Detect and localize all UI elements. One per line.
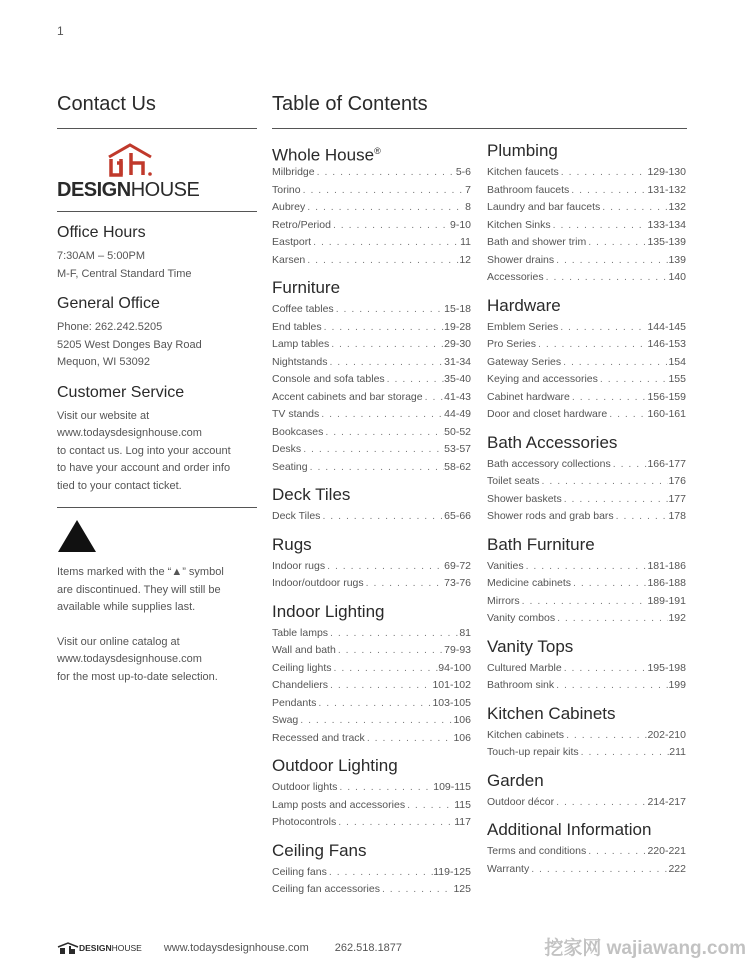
toc-entry-pages: 146-153 <box>647 338 686 350</box>
toc-entry-pages: 101-102 <box>432 679 471 691</box>
dot-leader <box>329 336 444 354</box>
toc-entry-title: Mirrors <box>487 594 520 607</box>
toc-entry-title: Warranty <box>487 862 530 875</box>
dot-leader <box>611 456 648 474</box>
toc-entry-pages: 8 <box>465 201 471 213</box>
toc-entry-title: Aubrey <box>272 201 306 213</box>
toc-entry-title: Eastport <box>272 236 312 248</box>
toc-section-heading: Ceiling Fans <box>272 840 367 860</box>
toc-entry-title: Accent cabinets and bar storage <box>272 390 423 403</box>
discontinued-note: Items marked with the “▲” symbol are discontinued. They will still be available while supplies last. <box>57 566 224 613</box>
toc-entry-pages: 106 <box>453 731 471 744</box>
toc-entry[interactable] <box>272 354 471 372</box>
dot-leader <box>554 252 668 270</box>
toc-entry[interactable] <box>487 491 686 509</box>
catalog-note: Visit our online catalog at www.todaysdesignhouse.com for the most up-to-date selection. <box>57 635 218 683</box>
dot-leader <box>325 558 444 576</box>
toc-entry[interactable] <box>487 354 686 372</box>
dot-leader <box>554 677 668 695</box>
toc-entry[interactable] <box>272 642 471 660</box>
toc-section-heading: Vanity Tops <box>487 636 574 656</box>
toc-entry[interactable] <box>487 336 686 354</box>
toc-entry-title: Ceiling fan accessories <box>272 883 380 895</box>
contact-column <box>57 90 257 686</box>
dot-leader <box>327 354 444 372</box>
toc-entry-pages: 15-18 <box>444 303 471 315</box>
dot-leader <box>562 491 669 509</box>
toc-entry-pages: 177 <box>668 492 686 505</box>
toc-entry[interactable] <box>272 864 471 882</box>
dot-leader <box>570 389 648 407</box>
general-office-heading: General Office <box>57 295 160 312</box>
designhouse-logo <box>57 143 257 199</box>
general-office-text: Phone: 262.242.5205 5205 West Donges Bay Road Mequon, WI 53092 <box>57 321 202 368</box>
dot-leader <box>564 727 647 745</box>
toc-entry-pages: 50-52 <box>444 425 471 438</box>
dot-leader <box>334 301 444 319</box>
toc-entry[interactable] <box>487 558 686 576</box>
dot-leader <box>405 797 454 815</box>
toc-entry-pages: 160-161 <box>647 408 686 420</box>
dot-leader <box>301 182 466 200</box>
toc-entry-pages: 155 <box>668 373 686 385</box>
toc-entry[interactable] <box>487 269 686 287</box>
dot-leader <box>554 794 647 812</box>
divider <box>57 128 257 129</box>
dot-leader <box>328 625 459 643</box>
dot-leader <box>301 441 444 459</box>
toc-entry-title: Ceiling lights <box>272 661 332 674</box>
toc-section-heading: Plumbing <box>487 141 558 160</box>
toc-entry-title: Kitchen faucets <box>487 166 559 178</box>
toc-entry-pages: 186-188 <box>647 577 686 589</box>
watermark: 挖家网 wajiawang.com <box>544 938 746 959</box>
toc-entry-title: Kitchen cabinets <box>487 728 565 741</box>
dot-leader <box>544 269 669 287</box>
toc-entry-pages: 154 <box>668 355 686 368</box>
toc-entry-pages: 81 <box>459 626 471 639</box>
toc-entry[interactable] <box>487 593 686 611</box>
toc-entry-title: Indoor rugs <box>272 559 326 572</box>
toc-entry[interactable] <box>272 336 471 354</box>
dot-leader <box>320 508 444 526</box>
toc-entry-title: Chandeliers <box>272 679 329 691</box>
toc-entry-title: Gateway Series <box>487 355 562 368</box>
toc-entry-title: Deck Tiles <box>272 510 321 522</box>
divider <box>57 507 257 508</box>
dot-leader <box>327 864 433 882</box>
toc-entry[interactable] <box>487 389 686 407</box>
toc-entry-title: Touch-up repair kits <box>487 746 579 758</box>
toc-entry-pages: 65-66 <box>444 510 471 522</box>
dot-leader <box>561 354 668 372</box>
toc-entry-pages: 31-34 <box>444 355 471 368</box>
toc-entry-pages: 220-221 <box>647 845 686 857</box>
toc-entry[interactable] <box>272 625 471 643</box>
footer-phone: 262.518.1877 <box>334 942 403 954</box>
toc-entry[interactable] <box>487 610 686 628</box>
toc-entry-title: Photocontrols <box>272 816 337 828</box>
toc-entry[interactable] <box>272 508 471 526</box>
dot-leader <box>614 508 669 526</box>
toc-entry[interactable] <box>272 424 471 442</box>
toc-section-heading: Bath Accessories <box>487 432 618 452</box>
dot-leader <box>332 660 439 678</box>
toc-entry[interactable] <box>272 301 471 319</box>
toc-entry[interactable] <box>272 182 471 200</box>
dot-leader <box>331 217 450 235</box>
toc-entry-pages: 144-145 <box>647 320 686 333</box>
dot-leader <box>586 234 647 252</box>
toc-entry[interactable] <box>487 371 686 389</box>
dot-leader <box>380 881 454 899</box>
toc-entry-title: Nightstands <box>272 355 328 368</box>
dot-leader <box>536 336 647 354</box>
toc-entry-pages: 119-125 <box>433 865 471 878</box>
discontinued-triangle-icon <box>58 520 96 552</box>
toc-section-heading: Kitchen Cabinets <box>487 703 616 723</box>
toc-entry-pages: 133-134 <box>647 218 686 231</box>
toc-entry-title: Bathroom sink <box>487 679 555 691</box>
office-hours-heading: Office Hours <box>57 224 146 241</box>
toc-section-heading: Garden <box>487 770 544 790</box>
dot-leader <box>540 473 669 491</box>
toc-entry-title: Accessories <box>487 271 544 283</box>
toc-entry-title: Outdoor décor <box>487 795 555 808</box>
toc-entry-title: Door and closet hardware <box>487 408 608 420</box>
toc-entry[interactable] <box>487 199 686 217</box>
dot-leader <box>571 575 647 593</box>
toc-entry-pages: 115 <box>454 798 471 811</box>
toc-section-heading: Whole House® <box>272 145 381 165</box>
toc-entry-title: Desks <box>272 443 302 455</box>
dot-leader <box>308 459 445 477</box>
toc-entry[interactable] <box>272 459 471 477</box>
toc-entry[interactable] <box>272 712 471 730</box>
toc-section-heading: Furniture <box>272 278 341 297</box>
toc-entry-title: Bathroom faucets <box>487 183 570 196</box>
toc-entry[interactable] <box>487 456 686 474</box>
toc-entry[interactable] <box>487 677 686 695</box>
toc-entry-pages: 131-132 <box>647 183 686 196</box>
toc-entry-pages: 181-186 <box>647 559 686 572</box>
toc-title: Table of Contents <box>272 93 428 115</box>
dot-leader <box>598 371 669 389</box>
toc-section-heading: Deck Tiles <box>272 485 351 504</box>
toc-entry-title: Pendants <box>272 696 317 709</box>
toc-section-heading: Bath Furniture <box>487 534 595 554</box>
toc-entry-title: Karsen <box>272 253 306 266</box>
toc-entry[interactable] <box>487 508 686 526</box>
toc-entry-title: Shower baskets <box>487 492 562 505</box>
toc-entry-title: Bookcases <box>272 425 324 438</box>
registered-mark: ® <box>374 146 381 156</box>
toc-entry-pages: 11 <box>460 236 471 248</box>
toc-entry-pages: 41-43 <box>444 390 471 403</box>
toc-entry[interactable] <box>487 406 686 424</box>
toc-entry[interactable] <box>487 234 686 252</box>
dot-leader <box>323 424 444 442</box>
toc-entry-title: Cabinet hardware <box>487 390 570 403</box>
dot-leader <box>316 695 432 713</box>
toc-entry[interactable] <box>272 779 471 797</box>
toc-entry-pages: 129-130 <box>647 166 686 178</box>
toc-entry-title: Outdoor lights <box>272 781 338 793</box>
divider <box>57 211 257 212</box>
toc-entry[interactable] <box>272 199 471 217</box>
toc-entry-title: Shower drains <box>487 253 555 266</box>
toc-entry[interactable] <box>487 660 686 678</box>
toc-entry-pages: 125 <box>453 883 471 895</box>
toc-entry[interactable] <box>272 252 471 270</box>
toc-entry[interactable] <box>487 217 686 235</box>
toc-entry-title: Recessed and track <box>272 731 365 744</box>
toc-entry-pages: 156-159 <box>647 390 686 403</box>
toc-entry[interactable] <box>487 319 686 337</box>
toc-entry-pages: 132 <box>668 201 686 213</box>
toc-entry[interactable] <box>272 730 471 748</box>
toc-entry[interactable] <box>272 575 471 593</box>
toc-entry-pages: 79-93 <box>444 644 471 656</box>
dot-leader <box>328 677 432 695</box>
toc-entry[interactable] <box>272 389 471 407</box>
toc-entry-pages: 94-100 <box>438 661 471 674</box>
dot-leader <box>520 593 648 611</box>
toc-entry[interactable] <box>272 441 471 459</box>
dot-leader <box>524 558 648 576</box>
toc-entry[interactable] <box>272 234 471 252</box>
toc-entry-title: Bath and shower trim <box>487 236 587 248</box>
toc-entry-pages: 12 <box>459 253 471 266</box>
toc-entry-title: Toilet seats <box>487 475 540 487</box>
dot-leader <box>365 730 454 748</box>
page-number: 1 <box>57 24 64 38</box>
toc-section-heading: Additional Information <box>487 820 652 839</box>
toc-entry-title: Milbridge <box>272 166 315 178</box>
toc-entry-pages: 139 <box>668 253 686 266</box>
toc-entry-title: TV stands <box>272 408 320 420</box>
toc-entry[interactable] <box>272 660 471 678</box>
toc-entry-pages: 35-40 <box>444 373 471 385</box>
toc-entry-title: Bath accessory collections <box>487 457 611 470</box>
toc-entry[interactable] <box>487 744 686 762</box>
toc-section-heading: Indoor Lighting <box>272 601 385 621</box>
toc-entry-pages: 222 <box>668 862 686 875</box>
dot-leader <box>385 371 444 389</box>
dot-leader <box>336 814 454 832</box>
toc-entry-pages: 195-198 <box>647 661 686 674</box>
toc-section-heading: Hardware <box>487 295 561 315</box>
toc-entry-title: Torino <box>272 183 301 196</box>
toc-entry-title: Pro Series <box>487 338 537 350</box>
dot-leader <box>586 843 647 861</box>
dot-leader <box>337 779 433 797</box>
toc-entry-title: Kitchen Sinks <box>487 218 551 231</box>
toc-entry[interactable] <box>487 843 686 861</box>
toc-entry-title: Laundry and bar faucets <box>487 201 601 213</box>
toc-entry-title: Indoor/outdoor rugs <box>272 577 364 589</box>
dot-leader <box>423 389 445 407</box>
toc-entry-pages: 117 <box>454 816 471 828</box>
toc-entry[interactable] <box>272 881 471 899</box>
toc-entry-pages: 7 <box>465 183 471 196</box>
toc-entry-pages: 73-76 <box>444 577 471 589</box>
toc-entry-pages: 166-177 <box>647 457 686 470</box>
dot-leader <box>336 642 444 660</box>
toc-entry[interactable] <box>272 406 471 424</box>
toc-entry-pages: 189-191 <box>647 594 686 607</box>
toc-entry[interactable] <box>272 217 471 235</box>
dot-leader <box>305 199 465 217</box>
toc-entry-pages: 53-57 <box>444 443 471 455</box>
toc-entry[interactable] <box>272 558 471 576</box>
toc-entry-title: Emblem Series <box>487 320 559 333</box>
dot-leader <box>322 319 445 337</box>
contact-title: Contact Us <box>57 93 156 115</box>
dot-leader <box>569 182 647 200</box>
toc-entry-pages: 135-139 <box>647 236 686 248</box>
toc-entry[interactable] <box>487 575 686 593</box>
toc-entry-title: Ceiling fans <box>272 865 327 878</box>
toc-entry-pages: 202-210 <box>647 728 686 741</box>
toc-entry-title: Table lamps <box>272 626 329 639</box>
dot-leader <box>559 164 648 182</box>
toc-column-left <box>272 138 471 899</box>
toc-entry-title: Wall and bath <box>272 644 336 656</box>
toc-entry-title: Seating <box>272 460 308 473</box>
toc-entry-pages: 29-30 <box>444 338 471 350</box>
toc-entry[interactable] <box>487 794 686 812</box>
dot-leader <box>562 660 648 678</box>
dot-leader <box>551 217 648 235</box>
toc-column-right <box>487 138 686 878</box>
toc-entry-pages: 178 <box>668 510 686 522</box>
toc-entry-pages: 9-10 <box>449 218 471 231</box>
toc-entry-pages: 192 <box>668 612 686 624</box>
divider <box>272 128 687 129</box>
toc-entry-title: Swag <box>272 714 299 726</box>
toc-entry[interactable] <box>487 861 686 879</box>
toc-entry[interactable] <box>487 182 686 200</box>
toc-entry-pages: 140 <box>668 271 686 283</box>
toc-entry-pages: 103-105 <box>432 696 471 709</box>
customer-service-text: Visit our website at www.todaysdesignhouse.com to contact us. Log into your account to have your account and order info tied to your contact ticket. <box>57 409 231 492</box>
toc-section-heading: Outdoor Lighting <box>272 756 398 775</box>
toc-entry[interactable] <box>487 473 686 491</box>
toc-entry-title: Terms and conditions <box>487 845 587 857</box>
footer-logo: DESIGN HOUSE <box>57 942 142 954</box>
toc-entry[interactable] <box>272 319 471 337</box>
toc-entry-title: Coffee tables <box>272 303 334 315</box>
toc-entry-pages: 214-217 <box>647 795 686 808</box>
dot-leader <box>364 575 444 593</box>
dot-leader <box>600 199 668 217</box>
toc-entry-title: Vanity combos <box>487 612 556 624</box>
toc-entry-pages: 106 <box>453 714 471 726</box>
customer-service-heading: Customer Service <box>57 383 185 401</box>
dh-logo-icon <box>105 143 155 177</box>
dot-leader <box>298 712 453 730</box>
dot-leader <box>579 744 670 762</box>
toc-entry-title: End tables <box>272 320 322 333</box>
logo-wordmark: DESIGNHOUSE <box>57 179 200 201</box>
dot-leader <box>558 319 647 337</box>
toc-entry[interactable] <box>487 164 686 182</box>
dot-leader <box>311 234 460 252</box>
toc-entry-pages: 69-72 <box>444 559 471 572</box>
footer <box>57 940 402 956</box>
toc-entry[interactable] <box>487 252 686 270</box>
toc-entry-pages: 211 <box>669 746 686 758</box>
toc-entry-title: Cultured Marble <box>487 661 562 674</box>
toc-entry[interactable] <box>272 371 471 389</box>
toc-entry-title: Keying and accessories <box>487 373 598 385</box>
dot-leader <box>555 610 668 628</box>
toc-entry-pages: 5-6 <box>455 166 471 178</box>
dot-leader <box>529 861 668 879</box>
toc-entry[interactable] <box>272 797 471 815</box>
toc-entry-pages: 58-62 <box>444 460 471 473</box>
toc-entry-title: Retro/Period <box>272 218 331 231</box>
toc-entry-title: Medicine cabinets <box>487 577 572 589</box>
footer-website[interactable]: www.todaysdesignhouse.com <box>163 942 309 954</box>
toc-entry-title: Lamp posts and accessories <box>272 798 406 811</box>
toc-entry[interactable] <box>272 695 471 713</box>
toc-entry[interactable] <box>272 814 471 832</box>
toc-entry[interactable] <box>487 727 686 745</box>
toc-entry-title: Vanities <box>487 559 524 572</box>
dot-leader <box>315 164 456 182</box>
dot-leader <box>305 252 459 270</box>
toc-entry[interactable] <box>272 164 471 182</box>
office-hours-text: 7:30AM – 5:00PM M-F, Central Standard Time <box>57 250 192 280</box>
toc-entry-pages: 176 <box>668 475 686 487</box>
dh-logo-icon <box>57 942 79 954</box>
toc-entry-pages: 199 <box>668 679 686 691</box>
toc-entry-pages: 19-28 <box>444 320 471 333</box>
dot-leader <box>607 406 647 424</box>
toc-entry[interactable] <box>272 677 471 695</box>
toc-section-heading: Rugs <box>272 534 312 554</box>
dot-leader <box>319 406 444 424</box>
toc-entry-title: Lamp tables <box>272 338 330 350</box>
toc-entry-pages: 109-115 <box>433 781 471 793</box>
toc-entry-title: Shower rods and grab bars <box>487 510 614 522</box>
toc-entry-pages: 44-49 <box>444 408 471 420</box>
toc-entry-title: Console and sofa tables <box>272 373 385 385</box>
